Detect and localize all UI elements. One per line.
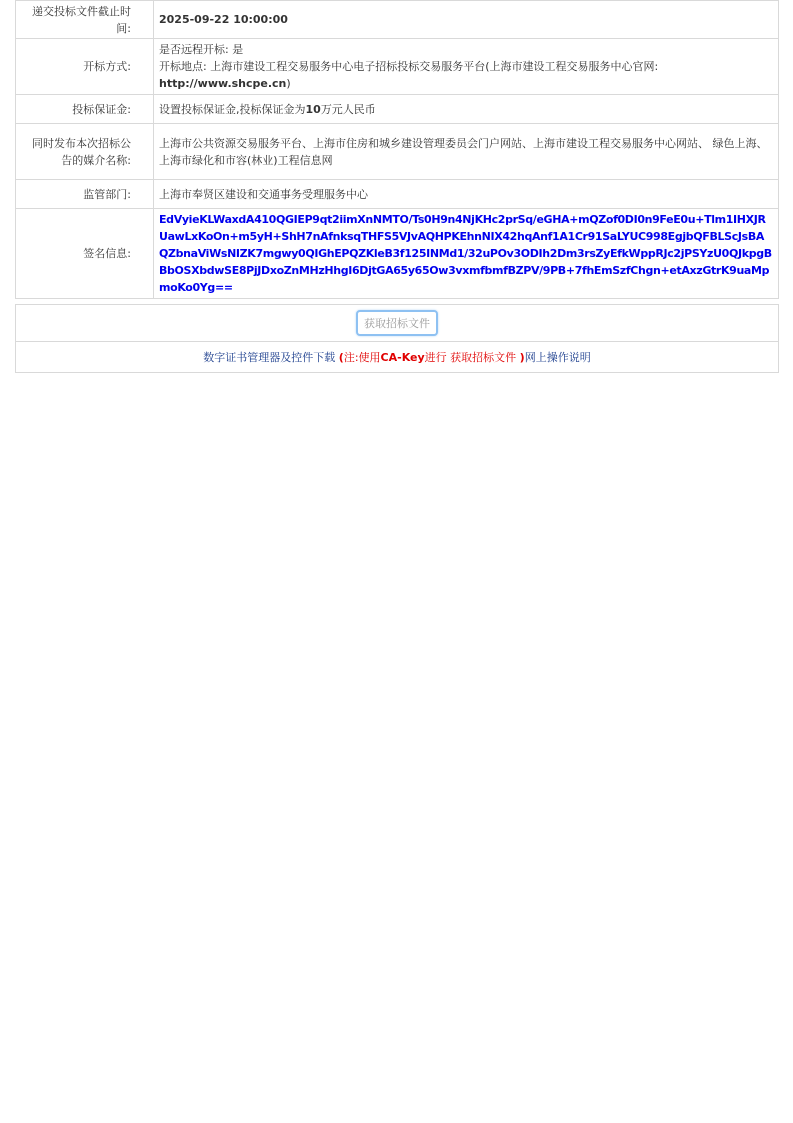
- table-row: [16, 209, 779, 299]
- opening-label: 开标方式:: [16, 39, 154, 95]
- opening-location-suffix: ): [286, 77, 291, 90]
- media-label: 同时发布本次招标公告的媒介名称:: [16, 124, 154, 180]
- table-row: [16, 1, 779, 39]
- note-middle: 进行 获取招标文件: [424, 351, 520, 364]
- ca-key-text: CA-Key: [380, 351, 425, 364]
- opening-value: [154, 39, 779, 95]
- link-cell: [16, 342, 779, 373]
- table-row: [16, 180, 779, 209]
- opening-location-text: 开标地点: 上海市建设工程交易服务中心电子招标投标交易服务平台(上海市建设工程交易服务中心官网:: [159, 60, 659, 73]
- operation-guide-link[interactable]: 网上操作说明: [524, 351, 591, 364]
- opening-location: [159, 58, 773, 92]
- deposit-amount: 10: [305, 102, 321, 116]
- deposit-suffix: 万元人民币: [320, 102, 376, 116]
- link-row: [16, 342, 779, 373]
- deposit-value: [154, 95, 779, 124]
- cert-manager-download-link[interactable]: 数字证书管理器及控件下载: [203, 351, 336, 364]
- deadline-label: 递交投标文件截止时间:: [16, 1, 154, 39]
- button-row: [16, 305, 779, 342]
- deposit-label: 投标保证金:: [16, 95, 154, 124]
- tender-info-table: [15, 0, 779, 299]
- deadline-value: 2025-09-22 10:00:00: [154, 1, 779, 39]
- signature-value: EdVyieKLWaxdA410QGIEP9qt2iimXnNMTO/Ts0H9n4NjKHc2prSq/eGHA+mQZof0DI0n9FeE0u+Tlm1IHXJRUawLxKoOn+m5yH+ShH7nAfnksqTHFS5VJvAQHPKEhnNIX42hqAnf1A1Cr91SaLYUC998EgjbQFBLScJsBAQZbnaViWsNIZK7mgwy0QIGhEPQZKleB3f125INMd1/32uPOv3ODIh2Dm3rsZyEfkWppRJc2jPSYzU0QJkpgBBbOSXbdwSE8PjJDxoZnMHzHhgI6DjtGA65y65Ow3vxmfbmfBZPV/9PB+7fhEmSzfChgn+etAxzGtrK9uaMpmoKo0Yg==: [154, 209, 779, 299]
- get-tender-file-button[interactable]: 获取招标文件: [356, 310, 438, 336]
- action-table: [15, 304, 779, 373]
- button-cell: [16, 305, 779, 342]
- table-row: [16, 124, 779, 180]
- remote-opening-text: 是否远程开标: 是: [159, 43, 244, 56]
- table-row: [16, 95, 779, 124]
- note-prefix: 注:使用: [343, 351, 381, 364]
- note-close-paren: ): [519, 351, 525, 364]
- deposit-prefix: 设置投标保证金,投标保证金为: [159, 102, 306, 116]
- signature-label: 签名信息:: [16, 209, 154, 299]
- table-row: [16, 39, 779, 95]
- official-site-url: http://www.shcpe.cn: [159, 77, 287, 90]
- note-open-paren: (: [338, 351, 344, 364]
- supervision-value: 上海市奉贤区建设和交通事务受理服务中心: [154, 180, 779, 209]
- media-value: 上海市公共资源交易服务平台、上海市住房和城乡建设管理委员会门户网站、上海市建设工程交易服务中心网站、 绿色上海、上海市绿化和市容(林业)工程信息网: [154, 124, 779, 180]
- supervision-label: 监管部门:: [16, 180, 154, 209]
